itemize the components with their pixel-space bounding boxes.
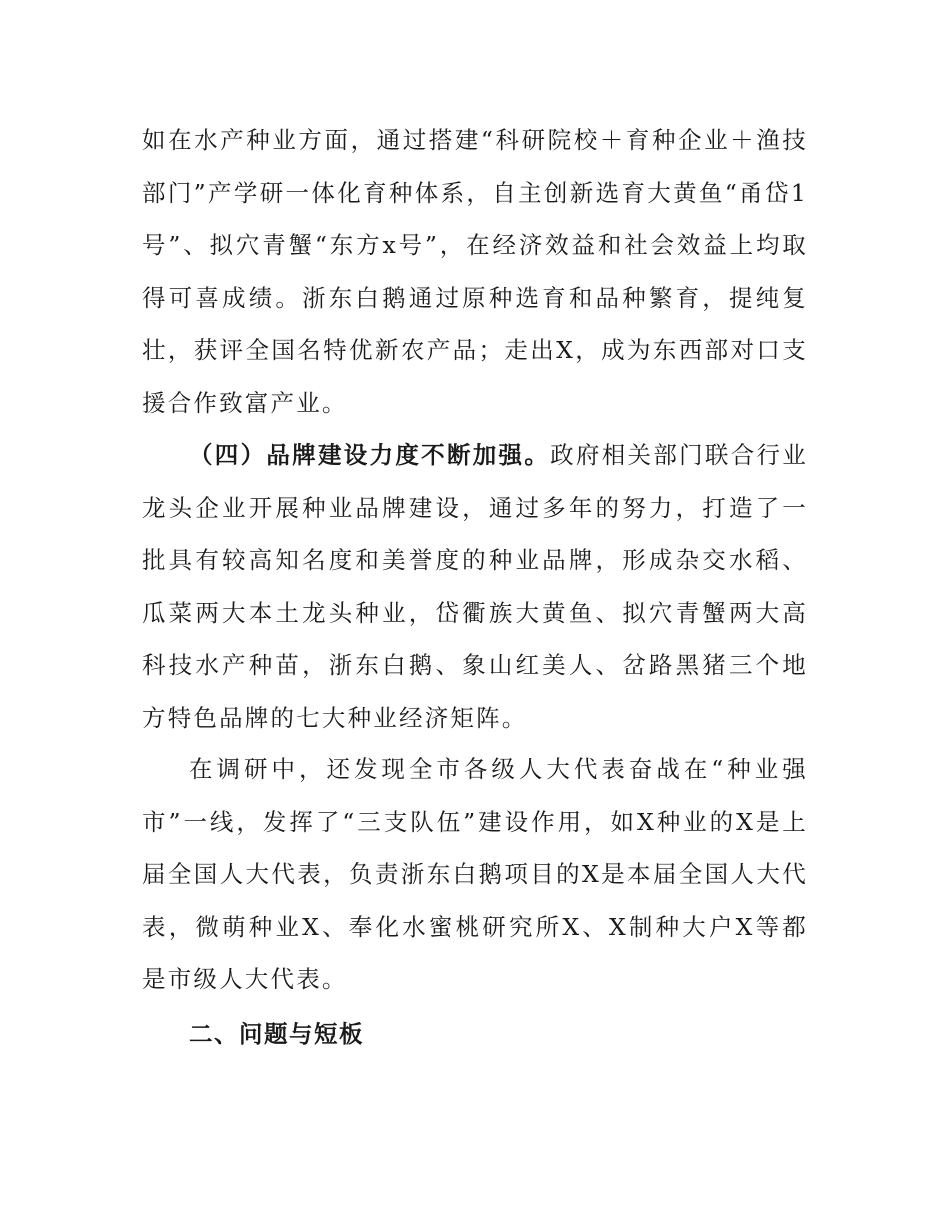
paragraph-aquaculture-seed: 如在水产种业方面，通过搭建“科研院校＋育种企业＋渔技部门”产学研一体化育种体系，自主创新选育大黄鱼“甬岱1号”、拟穴青蟹“东方x号”，在经济效益和社会效益上均取得可喜成绩。浙东白鹅通过原种选育和品种繁育，提纯复壮，获评全国名特优新农产品；走出X，成为东西部对口支援合作致富产业。 (142, 126, 808, 417)
paragraph-brand-building-body: 政府相关部门联合行业龙头企业开展种业品牌建设，通过多年的努力，打造了一批具有较高知名度和美誉度的种业品牌，形成杂交水稻、瓜菜两大本土龙头种业，岱衢族大黄鱼、拟穴青蟹两大高科技水产种苗，浙东白鹅、象山红美人、岔路黑猪三个地方特色品牌的七大种业经济矩阵。 (142, 441, 808, 732)
document-page (142, 0, 808, 1230)
subheading-brand-building: （四）品牌建设力度不断加强。 (189, 441, 551, 469)
section-heading-problems: 二、问题与短板 (189, 1020, 364, 1048)
paragraph-brand-building (142, 429, 808, 744)
paragraph-research-findings: 在调研中，还发现全市各级人大代表奋战在“种业强市”一线，发挥了“三支队伍”建设作用，如X种业的X是上届全国人大代表，负责浙东白鹅项目的X是本届全国人大代表，微萌种业X、奉化水蜜桃研究所X、X制种大户X等都是市级人大代表。 (142, 755, 808, 993)
